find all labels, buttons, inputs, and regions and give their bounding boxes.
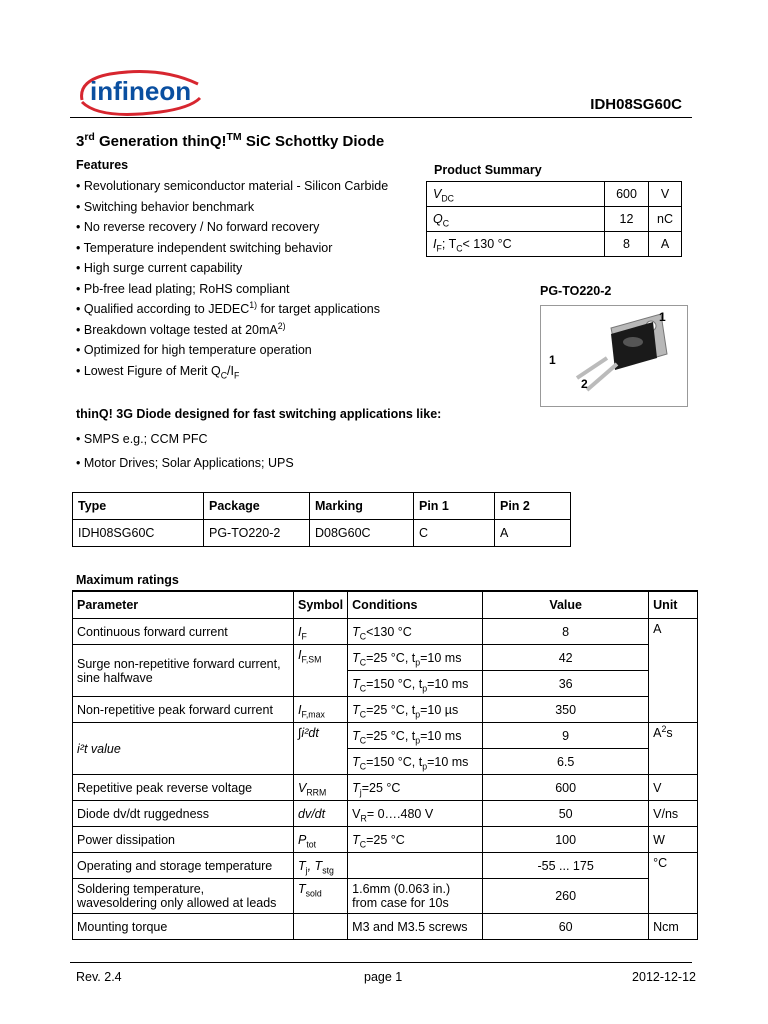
cell: 60 — [483, 914, 649, 940]
cell: 50 — [483, 801, 649, 827]
cell: $V_R=$ 0….480 V — [348, 801, 483, 827]
summary-unit: A — [649, 232, 682, 257]
cell: 350 — [483, 697, 649, 723]
list-item: • Motor Drives; Solar Applications; UPS — [76, 455, 294, 479]
cell: 8 — [483, 619, 649, 645]
col-unit: Unit — [649, 591, 698, 619]
cell: 1.6mm (0.063 in.) from case for 10s — [348, 879, 483, 914]
cell: Mounting torque — [73, 914, 294, 940]
cell: Non-repetitive peak forward current — [73, 697, 294, 723]
summary-param: $V_{DC}$ — [427, 182, 605, 207]
cell: 600 — [483, 775, 649, 801]
table-row — [73, 697, 698, 723]
max-ratings-table — [72, 590, 698, 940]
footer-page-number: page 1 — [364, 970, 403, 984]
list-item: • SMPS e.g.; CCM PFC — [76, 431, 294, 455]
cell: 100 — [483, 827, 649, 853]
table-row — [73, 801, 698, 827]
footer-revision: Rev. 2.4 — [76, 970, 122, 984]
cell: $I_{F,max}$ — [294, 697, 348, 723]
col-value: Value — [483, 591, 649, 619]
col-symbol: Symbol — [294, 591, 348, 619]
cell: $T_C=25$ °C — [348, 827, 483, 853]
list-item: • Revolutionary semiconductor material - Silicon Carbide — [76, 178, 388, 199]
svg-text:infineon: infineon — [90, 76, 192, 106]
cell: Power dissipation — [73, 827, 294, 853]
package-label: PG-TO220-2 — [540, 284, 612, 298]
col-conditions: Conditions — [348, 591, 483, 619]
package-image — [540, 305, 688, 407]
summary-value: 8 — [605, 232, 649, 257]
part-number: IDH08SG60C — [590, 96, 682, 113]
col-pin1: Pin 1 — [414, 493, 495, 520]
product-summary-table — [426, 181, 682, 257]
table-row — [73, 775, 698, 801]
cell: °C — [649, 853, 698, 914]
cell: ∫i²dt — [294, 723, 348, 775]
svg-text:1: 1 — [549, 353, 556, 367]
cell: C — [414, 520, 495, 547]
cell: $I_{F,SM}$ — [294, 645, 348, 697]
cell: V/ns — [649, 801, 698, 827]
list-item: • Switching behavior benchmark — [76, 199, 388, 220]
list-item: • Optimized for high temperature operation — [76, 342, 388, 363]
cell — [348, 853, 483, 879]
cell: 260 — [483, 879, 649, 914]
cell: Surge non-repetitive forward current, sine halfwave — [73, 645, 294, 697]
svg-text:2: 2 — [581, 377, 588, 391]
summary-unit: nC — [649, 207, 682, 232]
summary-param: $Q_C$ — [427, 207, 605, 232]
cell: $T_C=25$ °C, $t_p=10$ ms — [348, 645, 483, 671]
applications-list — [76, 431, 294, 479]
header-divider — [70, 117, 692, 118]
cell: A — [495, 520, 571, 547]
cell: 9 — [483, 723, 649, 749]
cell — [294, 914, 348, 940]
cell: -55 ... 175 — [483, 853, 649, 879]
cell: Continuous forward current — [73, 619, 294, 645]
cell: Repetitive peak reverse voltage — [73, 775, 294, 801]
cell: Operating and storage temperature — [73, 853, 294, 879]
table-row — [427, 232, 682, 257]
cell: $P_{tot}$ — [294, 827, 348, 853]
cell: dv/dt — [294, 801, 348, 827]
table-row — [73, 619, 698, 645]
list-item: • High surge current capability — [76, 260, 388, 281]
cell: i²t value — [73, 723, 294, 775]
table-header-row — [73, 493, 571, 520]
cell: PG-TO220-2 — [204, 520, 310, 547]
col-pin2: Pin 2 — [495, 493, 571, 520]
cell: $A^2s$ — [649, 723, 698, 775]
cell: $T_j=25$ °C — [348, 775, 483, 801]
table-header-row — [73, 591, 698, 619]
cell: IDH08SG60C — [73, 520, 204, 547]
cell: D08G60C — [310, 520, 414, 547]
cell: $T_C=25$ °C, $t_p=10$ ms — [348, 723, 483, 749]
cell: M3 and M3.5 screws — [348, 914, 483, 940]
summary-param: $I_F$; $T_C< 130$ °C — [427, 232, 605, 257]
svg-text:1: 1 — [659, 310, 666, 324]
col-package: Package — [204, 493, 310, 520]
col-type: Type — [73, 493, 204, 520]
cell: V — [649, 775, 698, 801]
max-ratings-heading: Maximum ratings — [76, 573, 179, 587]
cell: $T_C=150$ °C, $t_p=10$ ms — [348, 749, 483, 775]
cell: $V_{RRM}$ — [294, 775, 348, 801]
cell: $T_C<130$ °C — [348, 619, 483, 645]
type-table — [72, 492, 571, 547]
cell: Ncm — [649, 914, 698, 940]
cell: A — [649, 619, 698, 723]
list-item: • Lowest Figure of Merit $Q_C/I_F$ — [76, 363, 388, 384]
col-marking: Marking — [310, 493, 414, 520]
cell: 42 — [483, 645, 649, 671]
table-row — [73, 914, 698, 940]
cell: $T_C=25$ °C, $t_p=10$ µs — [348, 697, 483, 723]
summary-unit: V — [649, 182, 682, 207]
document-title: 3rd Generation thinQ!™ SiC Schottky Diode — [76, 131, 385, 150]
table-row — [427, 207, 682, 232]
list-item: • No reverse recovery / No forward recovery — [76, 219, 388, 240]
footer-divider — [70, 962, 692, 963]
to220-package-icon — [541, 306, 687, 406]
cell: $I_F$ — [294, 619, 348, 645]
table-row — [427, 182, 682, 207]
applications-heading: thinQ! 3G Diode designed for fast switching applications like: — [76, 407, 442, 421]
list-item: • Breakdown voltage tested at $20mA^{2)}$ — [76, 322, 388, 343]
cell: Diode dv/dt ruggedness — [73, 801, 294, 827]
infineon-logo — [70, 62, 210, 122]
cell: Soldering temperature, wavesoldering only allowed at leads — [73, 879, 294, 914]
table-row — [73, 827, 698, 853]
table-row — [73, 879, 698, 914]
summary-value: 12 — [605, 207, 649, 232]
features-list — [76, 178, 388, 383]
footer-date: 2012-12-12 — [632, 970, 696, 984]
list-item: • Pb-free lead plating; RoHS compliant — [76, 281, 388, 302]
cell: 36 — [483, 671, 649, 697]
list-item: • Temperature independent switching behavior — [76, 240, 388, 261]
cell: 6.5 — [483, 749, 649, 775]
product-summary-heading: Product Summary — [434, 163, 542, 177]
table-row — [73, 645, 698, 671]
cell: $T_C=150$ °C, $t_p=10$ ms — [348, 671, 483, 697]
table-row — [73, 520, 571, 547]
table-row — [73, 723, 698, 749]
summary-value: 600 — [605, 182, 649, 207]
list-item: • Qualified according to JEDEC$^{1)}$ for target applications — [76, 301, 388, 322]
cell: $T_j$, $T_{stg}$ — [294, 853, 348, 879]
cell: W — [649, 827, 698, 853]
col-parameter: Parameter — [73, 591, 294, 619]
cell: $T_{sold}$ — [294, 879, 348, 914]
table-row — [73, 853, 698, 879]
features-heading: Features — [76, 158, 129, 172]
